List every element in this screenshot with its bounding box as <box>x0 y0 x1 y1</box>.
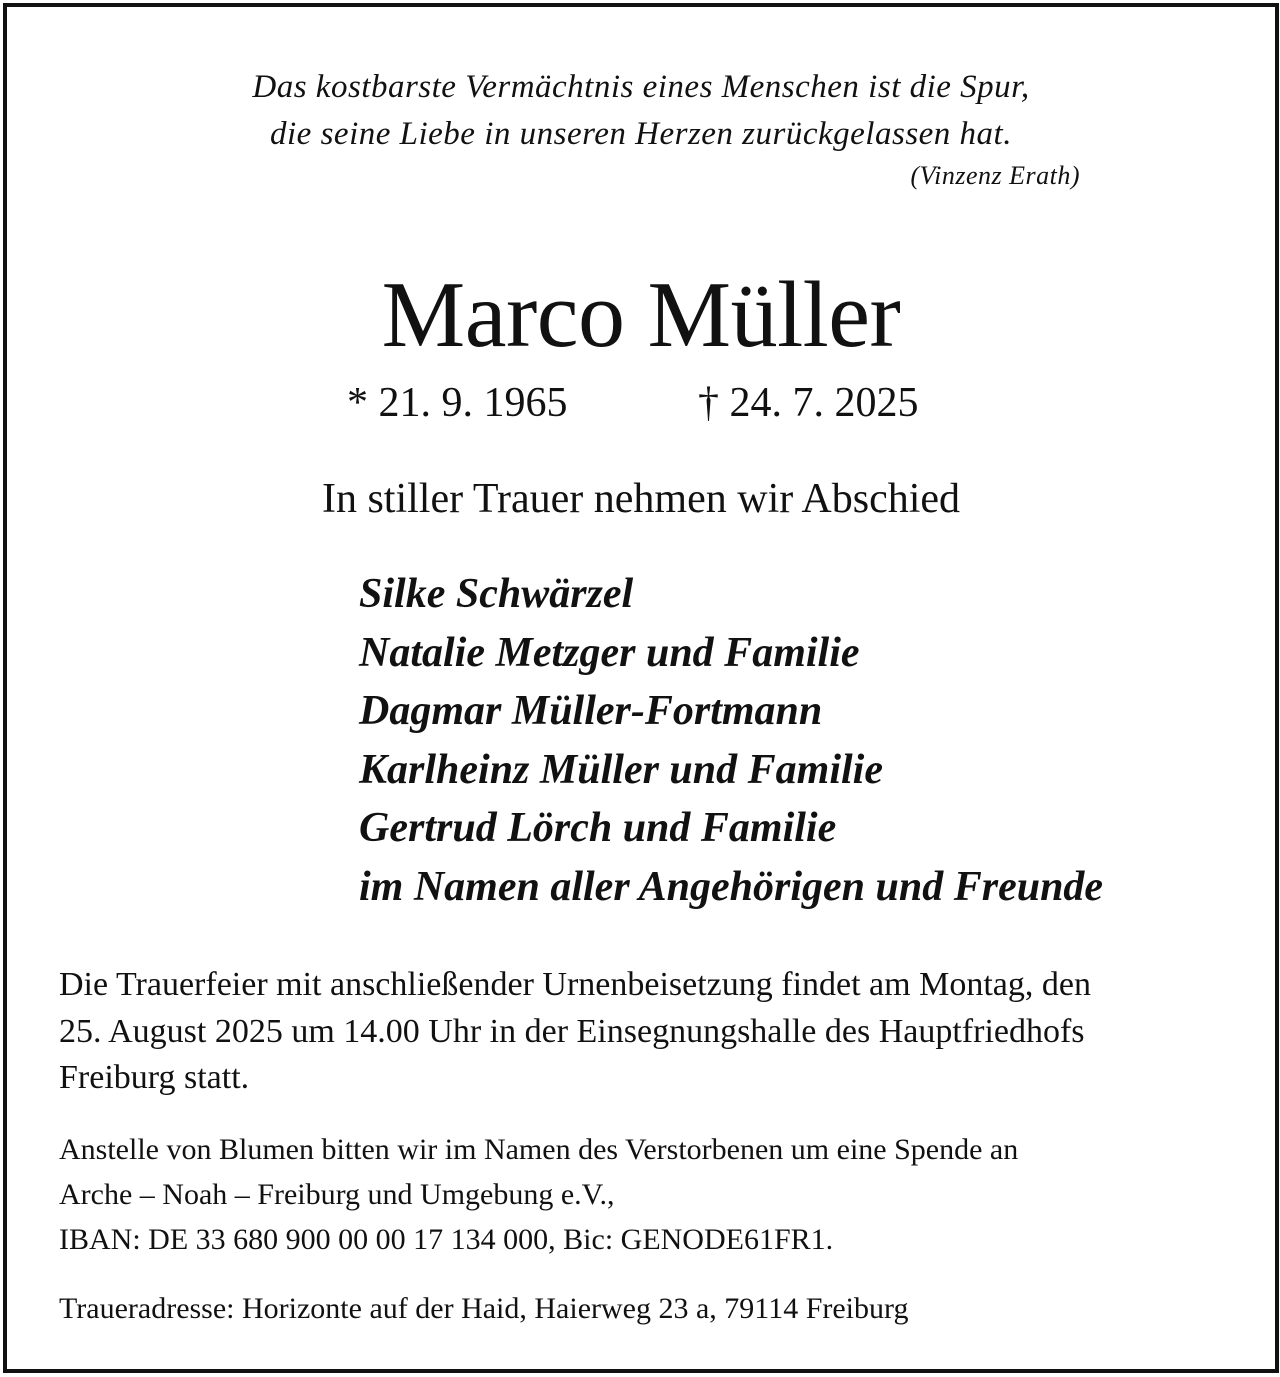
ceremony-paragraph <box>59 962 1249 1102</box>
mourner-name: Dagmar Müller-Fortmann <box>359 688 823 734</box>
donation-line: IBAN: DE 33 680 900 00 00 17 134 000, Bic: GENODE61FR1. <box>59 1223 834 1256</box>
donation-paragraph <box>59 1127 1018 1262</box>
ceremony-line: 25. August 2025 um 14.00 Uhr in der Einsegnungshalle des Hauptfriedhofs <box>59 1012 1085 1050</box>
mourners-list <box>359 565 1103 916</box>
donation-line: Anstelle von Blumen bitten wir im Namen des Verstorbenen um eine Spende an <box>59 1133 1019 1166</box>
ceremony-line: Freiburg statt. <box>59 1059 250 1096</box>
quote-author: (Vinzenz Erath) <box>910 161 1080 190</box>
death-date: † 24. 7. 2025 <box>698 380 919 426</box>
mourner-name: Karlheinz Müller und Familie <box>359 746 883 793</box>
mourners-closing: im Namen aller Angehörigen und Freunde <box>359 863 1104 910</box>
ceremony-line: Die Trauerfeier mit anschließender Urnenbeisetzung findet am Montag, den <box>59 966 1091 1003</box>
deceased-name: Marco Müller <box>381 263 901 367</box>
mourner-name: Silke Schwärzel <box>359 571 634 617</box>
mourner-name: Natalie Metzger und Familie <box>359 629 860 676</box>
quote-line: Das kostbarste Vermächtnis eines Menschen ist die Spur, <box>252 69 1030 105</box>
donation-line: Arche – Noah – Freiburg und Umgebung e.V., <box>59 1178 615 1211</box>
obituary-notice <box>3 3 1279 1373</box>
mourning-address: Traueradresse: Horizonte auf der Haid, Haierweg 23 a, 79114 Freiburg <box>59 1292 909 1325</box>
mourner-name: Gertrud Lörch und Familie <box>359 805 837 851</box>
mourning-intro: In stiller Trauer nehmen wir Abschied <box>321 476 961 522</box>
quote-line: die seine Liebe in unseren Herzen zurückgelassen hat. <box>270 116 1012 152</box>
birth-date: * 21. 9. 1965 <box>347 380 568 426</box>
